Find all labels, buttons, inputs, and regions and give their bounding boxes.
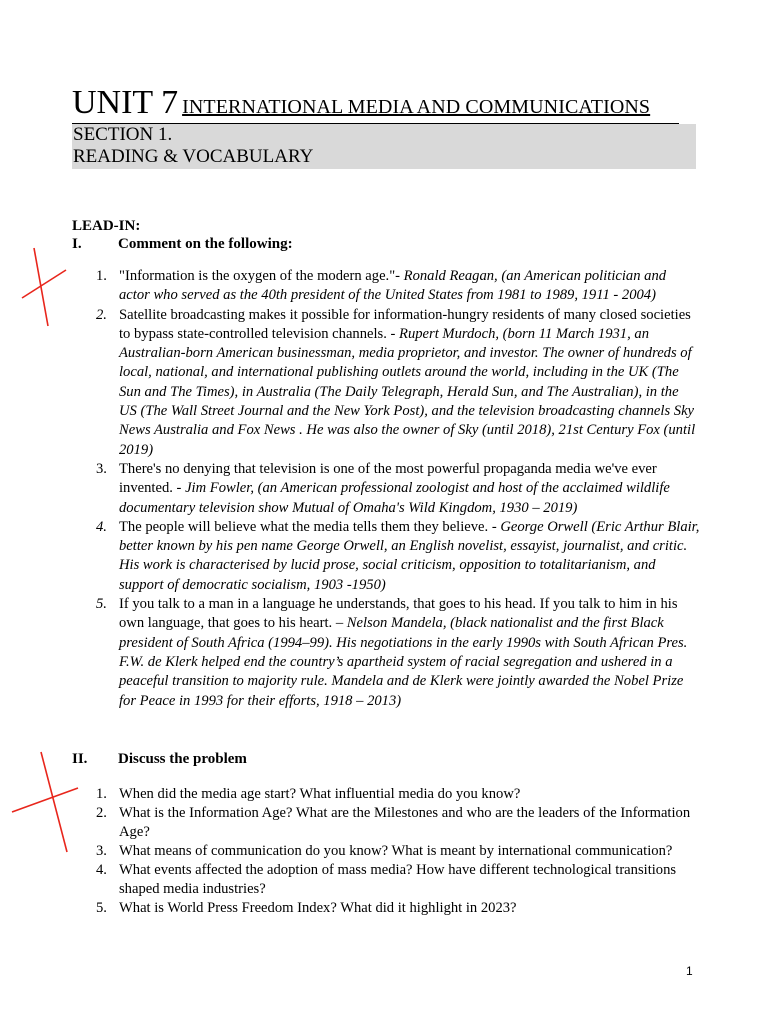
item-number: 3. — [96, 843, 107, 859]
quote-source: Nelson Mandela, (black nationalist and the first Black president of South Africa (1994–99). His negotiations in the early 1990s with South African Pres. F.W. de Klerk helped end the country’s apartheid system of racial segregation and ushered in a peaceful transition to majority rule. Mandela and de Klerk were jointly awarded the Nobel Prize for Peace in 1993 for their efforts, 1918 – 2013) — [119, 615, 688, 709]
question-text: What is World Press Freedom Index? What did it highlight in 2023? — [119, 900, 517, 916]
page-number: 1 — [686, 964, 693, 978]
item-number: 5. — [96, 900, 107, 916]
item-number: 3. — [96, 460, 107, 477]
section-title: READING & VOCABULARY — [73, 146, 314, 167]
part-one-number: I. — [72, 236, 82, 252]
part-two-number: II. — [72, 751, 88, 767]
unit-number: UNIT 7 — [72, 84, 179, 121]
question-text: When did the media age start? What influential media do you know? — [119, 786, 521, 802]
quote-source: Rupert Murdoch, (born 11 March 1931, an Australian-born American businessman, media proprietor, and investor. The owner of hundreds of local, national, and international publishing outlets around the world, including in the UK (The Sun and The Times), in Australia (The Daily Telegraph, Herald Sun, and The Australian), in the US (The Wall Street Journal and the New York Post), and the television broadcasting channels Sky News Australia and Fox News . He was also the owner of Sky (until 2018), 21st Century Fox (until 2019) — [119, 325, 696, 458]
quote-text: If you talk to a man in a language he understands, that goes to his head. If you talk to him in his own language, that goes to his heart. – — [119, 596, 678, 632]
section-number: SECTION 1. — [73, 124, 173, 145]
question-text: What events affected the adoption of mass media? How have different technological transitions shaped media industries? — [119, 862, 677, 897]
quote-text: There's no denying that television is one of the most powerful propaganda media we've ever invented. - — [119, 460, 657, 497]
quote-text: Satellite broadcasting makes it possible for information-hungry residents of many closed societies to bypass state-controlled television channels. - — [119, 306, 691, 342]
part-one-title: Comment on the following: — [118, 236, 293, 252]
item-number: 4. — [96, 862, 107, 878]
quote-source: Ronald Reagan, (an American politician and actor who served as the 40th president of the United States from 1981 to 1989, 1911 - 2004) — [119, 268, 667, 304]
lead-in-heading: LEAD-IN: — [72, 218, 141, 234]
quote-text: "Information is the oxygen of the modern age."- — [119, 268, 404, 284]
unit-title: INTERNATIONAL MEDIA AND COMMUNICATIONS — [182, 96, 651, 118]
question-text: What means of communication do you know? What is meant by international communication? — [119, 843, 673, 859]
quote-source: Jim Fowler, (an American professional zoologist and host of the acclaimed wildlife documentary television show Mutual of Omaha's Wild Kingdom, 1930 – 2019) — [119, 480, 670, 516]
question-text: What is the Information Age? What are the Milestones and who are the leaders of the Information Age? — [119, 805, 691, 840]
cross-stroke — [41, 752, 67, 852]
cross-stroke — [22, 270, 66, 298]
red-cross-mark-2 — [12, 752, 78, 852]
quote-source: George Orwell (Eric Arthur Blair, better known by his pen name George Orwell, an English novelist, essayist, journalist, and critic. His work is characterised by lucid prose, social criticism, opposition to totalitarianism, and support of democratic socialism, 1903 -1950) — [119, 518, 700, 593]
item-number: 4. — [96, 518, 107, 535]
item-number: 2. — [96, 306, 107, 323]
item-number: 2. — [96, 805, 107, 821]
item-number: 1. — [96, 268, 107, 284]
item-number: 1. — [96, 786, 107, 802]
quote-text: The people will believe what the media tells them they believe. - — [119, 518, 501, 535]
item-number: 5. — [96, 596, 107, 613]
part-two-title: Discuss the problem — [118, 751, 247, 767]
red-cross-mark-1 — [22, 248, 66, 326]
cross-stroke — [34, 248, 48, 326]
cross-stroke — [12, 788, 78, 812]
